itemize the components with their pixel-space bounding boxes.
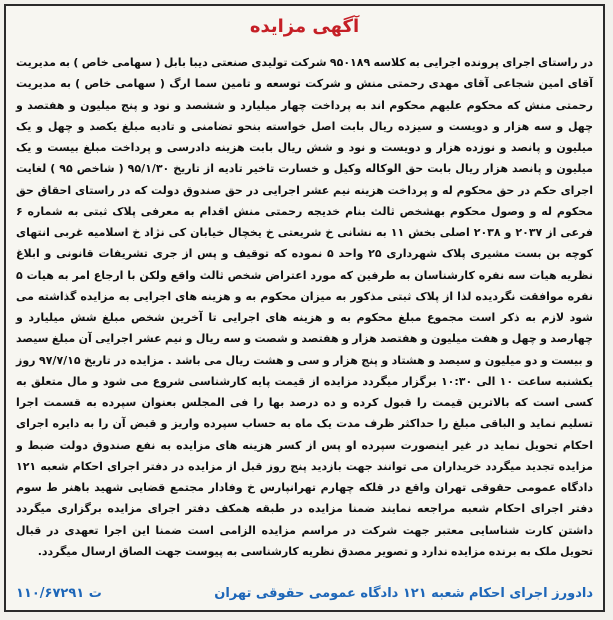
notice-body: در راستای اجرای پرونده اجرایی به کلاسه ۹۵۰۱۸۹ شرکت تولیدی صنعتی دیبا بابل ( سهامی خاص ) به مدیریت آقای امین شجاعی آقای مهدی رحمتی منش و شرکت توسعه و تامین سما ارگ ( سهامی خاص ) به مدیریت رحمتی منش که محکوم علیهم محکوم اند به پرداخت چهار میلیارد و ششصد و نود و پنج میلیون و هفتصد و چهل و سه هزار و دویست و سیزده ریال بابت اصل خواسته بنحو تضامنی و تادیه مبلغ یکصد و چهل و یک میلیون و پانصد و نوزده هزار و دویست و نود و شش ریال بابت هزینه دادرسی و پرداخت مبلغ بیست و یک میلیون و پانصد هزار ریال بابت حق الوکاله وکیل و خسارت تاخیر تادیه از تاریخ ۹۵/۱/۳۰ ( شاخص ۹۵ ) لغایت اجرای حکم در حق محکوم له و پرداخت هزینه نیم عشر اجرایی در حق صندوق دولت که در راستای احقاق حق محکوم له و وصول محکوم بهشخص ثالث بنام خدیجه رحمتی منش اقدام به معرفی پلاک ثبتی به شماره ۶ فرعی از ۲۰۳۷ و ۲۰۳۸ اصلی بخش ۱۱ به نشانی خ شریعتی خ یخچال خیابان کی نژاد خ اسلامیه غربی انتهای کوچه بن بست مشیری پلاک شهرداری ۲۵ واحد ۵ نموده که توقیف و پس از جری تشریفات قانونی و ابلاغ نظریه هیات سه نفره کارشناسان به طرفین که مورد اعتراض شخص ثالث واقع ولکن با ارجاع امر به هیات ۵ نفره موافقت نگردیده لذا از پلاک ثبتی مذکور به میزان محکوم به و هزینه های اجرایی به مزایده گذاشته می شود لازم به ذکر است مجموع مبلغ محکوم به و هزینه های اجرایی تا آخرین شخص مبلغ شش میلیارد و چهارصد و چهل و هفت میلیون و هفتصد هزار و هفتصد و شصت و سه ریال و نیم عشر اجرایی آن مبلغ سیصد و بیست و دو میلیون و سیصد و هشتاد و پنج هزار و سی و هشت ریال می باشد . مزایده در تاریخ ۹۷/۷/۱۵ روز یکشنبه ساعت ۱۰ الی ۱۰:۳۰ برگزار میگردد مزایده از قیمت پایه کارشناسی شروع می شود و مال متعلق به کسی است که بالاترین قیمت را قبول کرده و ده درصد بها را فی المجلس بعنوان سپرده به قسمت اجرا تسلیم نماید و الباقی مبلغ را حداکثر ظرف مدت یک ماه به حساب سپرده واریز و قبض آن را به دایره اجرای احکام تحویل نماید در غیر اینصورت سپرده او پس از کسر هزینه های مزایده به نفع صندوق دولت ضبط و مزایده تجدید میگردد خریداران می توانند جهت بازدید پنج روز قبل از مزایده در دفتر اجرای احکام شعبه ۱۲۱ دادگاه عمومی حقوقی تهران واقع در قلکه چهارم تهرانپارس خ وفادار مجتمع قضایی شهید باهنر ط سوم دفتر اجرای احکام شعبه مراجعه نمایند ضمنا مزایده در طبقه همکف دفتر اجرای مزایده برگزاری میگردد داشتن کارت شناسایی معتبر جهت شرکت در مراسم مزایده الزامی است ضمنا این اجرا تعهدی در قبال تحویل ملک به برنده مزایده ندارد و تصویر مصدق نظریه کارشناسی به پیوست جهت الصاق ارسال میگردد. [16,56,594,558]
bleed-through-text [16,42,593,52]
notice-code: ۱۱۰/۶۷۲۹۱ ت [16,586,102,601]
red-stamp-mark [54,574,168,612]
notice-title: آگهی مزایده [249,16,360,37]
signature-line: دادورز اجرای احکام شعبه ۱۲۱ دادگاه عمومی حقوقی تهران [214,586,593,601]
notice-footer [16,582,593,606]
notice-frame [4,4,605,612]
